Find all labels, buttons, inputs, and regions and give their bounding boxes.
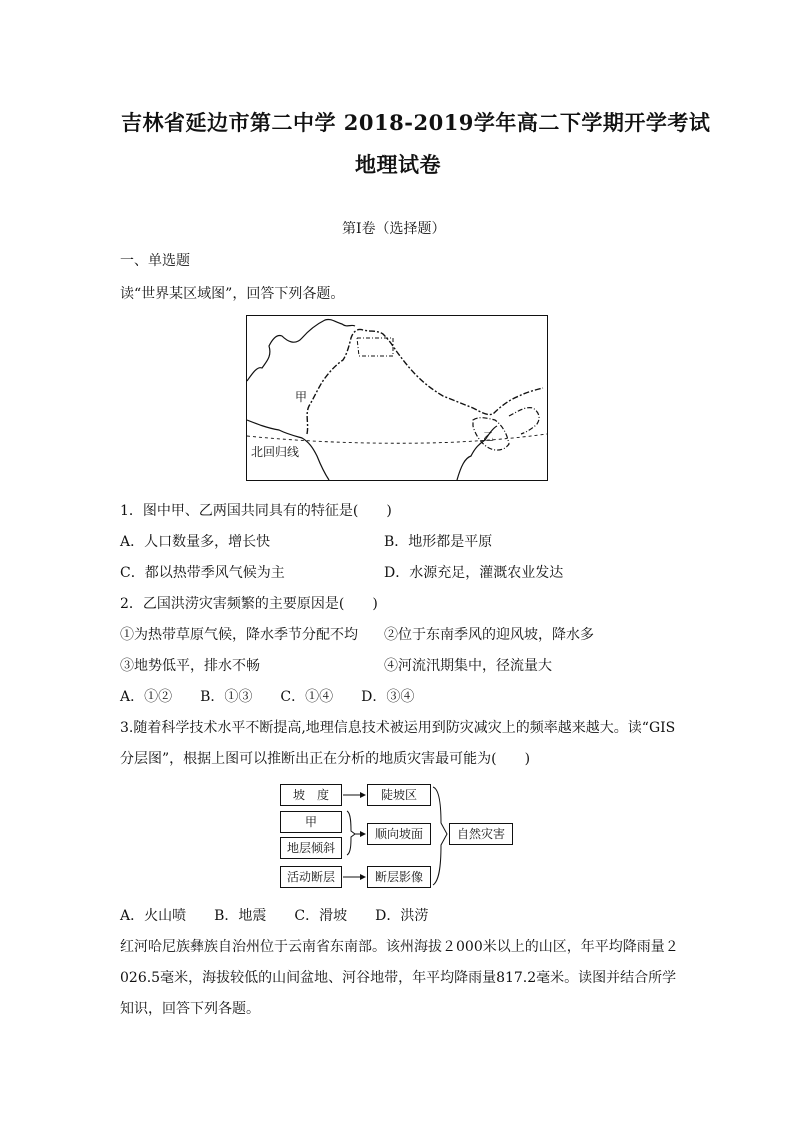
q1-stem: 1．图中甲、乙两国共同具有的特征是( ) bbox=[120, 503, 392, 519]
q3-stem-line1: 3.随着科学技术水平不断提高,地理信息技术被运用到防灾减灾上的频率越来越大。读“GIS bbox=[120, 720, 676, 736]
flow-box-slope: 坡 度 bbox=[280, 784, 342, 806]
page-title-line1: 吉林省延边市第二中学 2018-2019学年高二下学期开学考试 bbox=[121, 110, 711, 135]
flow-box-dip-slope: 顺向坡面 bbox=[367, 823, 431, 845]
q2-statement-3: ③地势低平，排水不畅 bbox=[120, 658, 260, 674]
q2-statement-1: ①为热带草原气候，降水季节分配不均 bbox=[120, 627, 358, 643]
part-title: 第Ⅰ卷（选择题） bbox=[342, 221, 446, 237]
intro2-line1: 红河哈尼族彝族自治州位于云南省东南部。该州海拔２000米以上的山区，年平均降雨量２ bbox=[120, 939, 679, 955]
map-label-jia: 甲 bbox=[295, 390, 308, 404]
gis-flowchart bbox=[279, 783, 515, 889]
flow-box-natural-disaster: 自然灾害 bbox=[449, 823, 513, 845]
disputed-area bbox=[357, 338, 393, 356]
page-title-line2: 地理试卷 bbox=[355, 152, 441, 177]
intro2-line3: 知识，回答下列各题。 bbox=[120, 1001, 260, 1017]
intro2-line2: 026.5毫米，海拔较低的山间盆地、河谷地带，年平均降雨量817.2毫米。读图并结合所学 bbox=[120, 970, 677, 986]
flow-box-fault-image: 断层影像 bbox=[367, 866, 431, 888]
q2-options[interactable]: A．①② B．①③ C．①④ D．③④ bbox=[120, 689, 415, 705]
region-map bbox=[246, 315, 548, 481]
flow-box-jia: 甲 bbox=[280, 811, 342, 833]
map-label-tropic: 北回归线 bbox=[251, 445, 300, 459]
q1-option-b[interactable]: B．地形都是平原 bbox=[384, 534, 493, 550]
q1-option-d[interactable]: D．水源充足，灌溉农业发达 bbox=[384, 565, 564, 581]
east-border bbox=[509, 408, 539, 434]
flow-box-steep-slope: 陡坡区 bbox=[367, 784, 431, 806]
q2-stem: 2．乙国洪涝灾害频繁的主要原因是( ) bbox=[120, 596, 378, 612]
q2-statement-4: ④河流汛期集中，径流量大 bbox=[384, 658, 552, 674]
flow-box-strata: 地层倾斜 bbox=[280, 837, 342, 859]
flow-box-fault: 活动断层 bbox=[280, 866, 342, 888]
q3-stem-line2: 分层图”，根据上图可以推断出正在分析的地质灾害最可能为( ) bbox=[120, 751, 531, 767]
q2-statement-2: ②位于东南季风的迎风坡，降水多 bbox=[384, 627, 594, 643]
q1-option-a[interactable]: A．人口数量多，增长快 bbox=[120, 534, 271, 550]
coast-north bbox=[247, 319, 355, 381]
q1-option-c[interactable]: C．都以热带季风气候为主 bbox=[120, 565, 285, 581]
country-border bbox=[307, 329, 543, 434]
q3-options[interactable]: A．火山喷 B．地震 C．滑坡 D．洪涝 bbox=[120, 908, 429, 924]
question-type-title: 一、单选题 bbox=[120, 253, 190, 269]
map-label-yi: 乙 bbox=[483, 430, 494, 443]
map-intro: 读“世界某区域图”，回答下列各题。 bbox=[120, 286, 345, 302]
